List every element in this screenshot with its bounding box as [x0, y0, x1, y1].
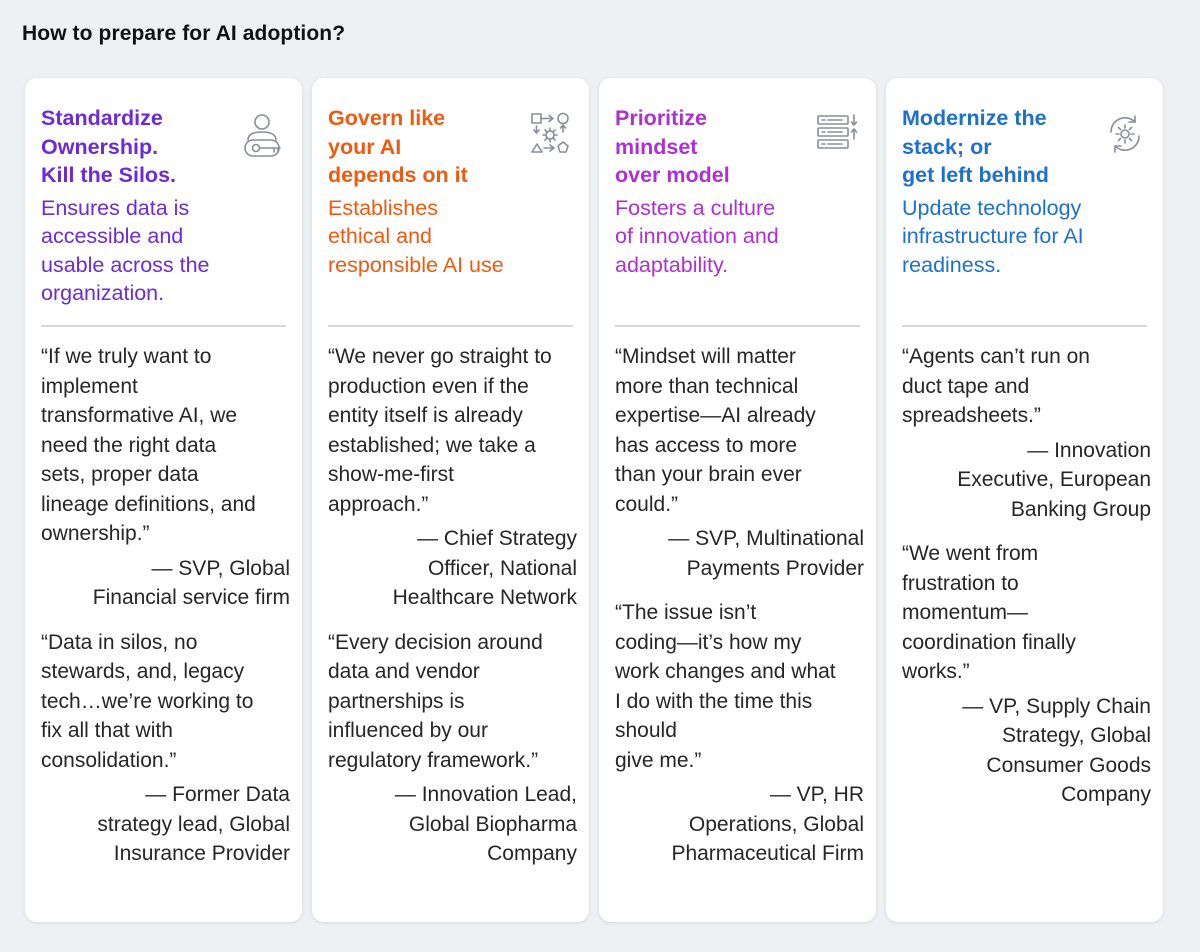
quote-text: “Every decision around data and vendor partnerships is influenced by our regulatory framework.” — [328, 630, 543, 772]
quote — [41, 342, 290, 613]
quote-text: “Agents can’t run on duct tape and spreadsheets.” — [902, 345, 1090, 427]
quote-attribution: — Innovation Executive, European Banking Group — [957, 438, 1151, 521]
quote — [328, 342, 577, 613]
quote-text: “We went from frustration to momentum— coordination finally works.” — [902, 542, 1076, 683]
quote-attribution: — VP, HR Operations, Global Pharmaceutical Firm — [671, 783, 864, 865]
quote — [902, 539, 1151, 810]
card-subtitle: Fosters a culture of innovation and adaptability. — [615, 195, 779, 277]
gear-refresh-icon — [1103, 110, 1147, 158]
quote-attribution: — Innovation Lead, Global Biopharma Company — [394, 783, 577, 865]
quote-text: “The issue isn’t coding—it’s how my work changes and what I do with the time this should give me.” — [615, 601, 836, 772]
quote-text: “Data in silos, no stewards, and, legacy tech…we’re working to fix all that with consolidation.” — [41, 630, 254, 772]
quote-attribution: — Chief Strategy Officer, National Healthcare Network — [392, 527, 577, 609]
quote-attribution: — VP, Supply Chain Strategy, Global Consumer Goods Company — [962, 694, 1151, 806]
sort-list-icon — [816, 110, 860, 158]
quote — [902, 342, 1151, 524]
card-subtitle: Update technology infrastructure for AI readiness. — [902, 195, 1084, 277]
quotes — [615, 342, 864, 884]
quotes — [902, 342, 1151, 825]
card-prioritize-mindset — [599, 78, 876, 922]
quotes — [328, 342, 577, 884]
quote-attribution: — SVP, Multinational Payments Provider — [668, 527, 864, 580]
quote — [615, 342, 864, 583]
card-subtitle: Ensures data is accessible and usable across the organization. — [41, 195, 210, 305]
card-subtitle: Establishes ethical and responsible AI use — [328, 195, 504, 277]
card-heading: Prioritize mindset over model — [615, 106, 730, 187]
card-standardize-ownership — [25, 78, 302, 922]
quote-text: “We never go straight to production even if the entity itself is already established; we take a show-me-first approach.” — [328, 345, 552, 516]
card-govern — [312, 78, 589, 922]
person-key-icon — [242, 110, 286, 158]
quote — [615, 598, 864, 869]
page-title: How to prepare for AI adoption? — [22, 22, 346, 45]
card-heading: Modernize the stack; or get left behind — [902, 106, 1049, 187]
cards-row — [25, 78, 1163, 922]
quote — [41, 628, 290, 869]
divider — [902, 325, 1147, 327]
quote-text: “Mindset will matter more than technical expertise—AI already has access to more than your brain ever could.” — [615, 345, 816, 516]
quotes — [41, 342, 290, 884]
quote-attribution: — Former Data strategy lead, Global Insurance Provider — [97, 783, 290, 865]
card-heading: Standardize Ownership. Kill the Silos. — [41, 106, 176, 187]
divider — [328, 325, 573, 327]
divider — [615, 325, 860, 327]
workflow-gear-icon — [529, 110, 573, 158]
quote-attribution: — SVP, Global Financial service firm — [92, 556, 290, 609]
card-heading: Govern like your AI depends on it — [328, 106, 468, 187]
quote-text: “If we truly want to implement transformative AI, we need the right data sets, proper data lineage definitions, and ownership.” — [41, 345, 256, 545]
card-modernize-stack — [886, 78, 1163, 922]
divider — [41, 325, 286, 327]
quote — [328, 628, 577, 869]
